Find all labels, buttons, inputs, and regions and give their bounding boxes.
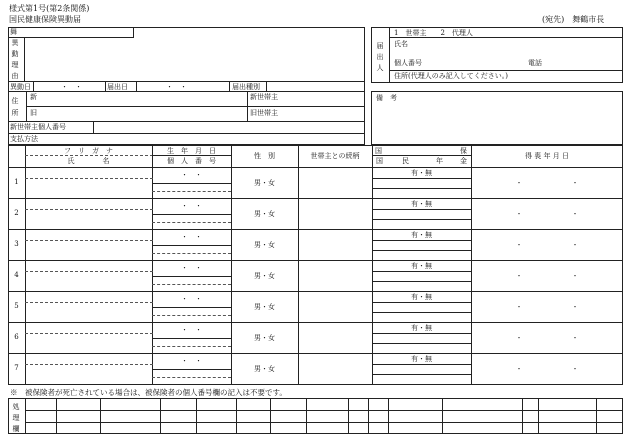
personal-number-field[interactable] bbox=[154, 339, 229, 352]
corner-label: 舞 bbox=[10, 28, 17, 36]
loss-date-header: 得 喪 年 月 日 bbox=[525, 152, 569, 160]
gender-select[interactable]: 男・女 bbox=[254, 241, 275, 249]
change-date-field[interactable]: ・ ・ bbox=[61, 83, 82, 91]
insurance-yes-no[interactable]: 有・無 bbox=[411, 324, 432, 332]
pension-field[interactable] bbox=[374, 375, 469, 383]
insurance-yes-no[interactable]: 有・無 bbox=[411, 293, 432, 301]
remarks-box[interactable] bbox=[371, 91, 623, 145]
insurance-yes-no[interactable]: 有・無 bbox=[411, 355, 432, 363]
notifier-number-label: 個人番号 bbox=[394, 59, 422, 67]
form-title: 国民健康保険異動届 bbox=[9, 15, 81, 24]
payment-label: 支払方法 bbox=[10, 135, 38, 143]
notification-date-label: 届出日 bbox=[107, 83, 128, 91]
personal-number-field[interactable] bbox=[154, 184, 229, 197]
row-number: 1 bbox=[14, 178, 19, 186]
insurance-yes-no[interactable]: 有・無 bbox=[411, 200, 432, 208]
row-number: 5 bbox=[14, 302, 19, 310]
pension-field[interactable] bbox=[374, 189, 469, 197]
loss-date-field[interactable]: ・ ・ bbox=[515, 272, 579, 280]
loss-date-field[interactable]: ・ ・ bbox=[515, 210, 579, 218]
notification-date-field[interactable]: ・ ・ bbox=[166, 83, 187, 91]
loss-date-field[interactable]: ・ ・ bbox=[515, 241, 579, 249]
furigana-field[interactable] bbox=[27, 293, 151, 301]
name-field[interactable] bbox=[27, 180, 151, 196]
birth-date-field[interactable]: ・ ・ bbox=[181, 295, 202, 303]
name-field[interactable] bbox=[27, 335, 151, 351]
name-header: 氏 名 bbox=[67, 157, 110, 165]
row-number: 3 bbox=[14, 240, 19, 248]
relation-field[interactable] bbox=[300, 231, 370, 258]
gender-select[interactable]: 男・女 bbox=[254, 334, 275, 342]
old-head-label: 旧世帯主 bbox=[250, 109, 278, 117]
new-head-label: 新世帯主 bbox=[250, 93, 278, 101]
insurance-yes-no[interactable]: 有・無 bbox=[411, 231, 432, 239]
footnote: ※ 被保険者が死亡されている場合は、被保険者の個人番号欄の記入は不要です。 bbox=[10, 388, 287, 397]
loss-date-field[interactable]: ・ ・ bbox=[515, 334, 579, 342]
personal-number-field[interactable] bbox=[154, 215, 229, 228]
pension-header: 国 民 年 金 bbox=[376, 157, 467, 165]
pension-field[interactable] bbox=[374, 220, 469, 228]
relation-header: 世帯主との続柄 bbox=[310, 152, 360, 160]
name-field[interactable] bbox=[27, 304, 151, 320]
notification-type-field[interactable] bbox=[267, 82, 364, 91]
notifier-side-label: 届 出 人 bbox=[376, 42, 384, 72]
personal-number-field[interactable] bbox=[154, 370, 229, 383]
notifier-name-label: 氏名 bbox=[394, 40, 408, 48]
furigana-field[interactable] bbox=[27, 355, 151, 363]
relation-field[interactable] bbox=[300, 355, 370, 382]
gender-select[interactable]: 男・女 bbox=[254, 303, 275, 311]
processing-label: 処 理 欄 bbox=[12, 403, 20, 433]
gender-select[interactable]: 男・女 bbox=[254, 210, 275, 218]
remarks-label: 備 考 bbox=[376, 94, 397, 102]
address-label: 住 所 bbox=[11, 97, 19, 117]
personal-number-field[interactable] bbox=[154, 246, 229, 259]
loss-date-field[interactable]: ・ ・ bbox=[515, 303, 579, 311]
row-number: 7 bbox=[14, 364, 19, 372]
birth-date-field[interactable]: ・ ・ bbox=[181, 233, 202, 241]
form-number: 様式第1号(第2条関係) bbox=[9, 4, 90, 13]
reason-label: 異 動 理 由 bbox=[11, 39, 19, 80]
birth-date-field[interactable]: ・ ・ bbox=[181, 264, 202, 272]
personal-number-field[interactable] bbox=[154, 308, 229, 321]
gender-select[interactable]: 男・女 bbox=[254, 179, 275, 187]
birth-date-field[interactable]: ・ ・ bbox=[181, 326, 202, 334]
row-number: 6 bbox=[14, 333, 19, 341]
new-address-label: 新 bbox=[30, 93, 37, 101]
birth-date-field[interactable]: ・ ・ bbox=[181, 171, 202, 179]
notification-type-label: 届出種別 bbox=[232, 83, 260, 91]
insurance-yes-no[interactable]: 有・無 bbox=[411, 262, 432, 270]
personal-number-field[interactable] bbox=[154, 277, 229, 290]
name-field[interactable] bbox=[27, 242, 151, 258]
name-field[interactable] bbox=[27, 366, 151, 382]
furigana-field[interactable] bbox=[27, 169, 151, 177]
furigana-field[interactable] bbox=[27, 324, 151, 332]
name-field[interactable] bbox=[27, 211, 151, 227]
birth-date-field[interactable]: ・ ・ bbox=[181, 357, 202, 365]
gender-header: 性 別 bbox=[254, 152, 275, 160]
birth-date-field[interactable]: ・ ・ bbox=[181, 202, 202, 210]
notifier-options[interactable]: 1 世帯主 2 代理人 bbox=[394, 29, 473, 37]
relation-field[interactable] bbox=[300, 200, 370, 227]
birth-header: 生 年 月 日 bbox=[167, 147, 216, 155]
gender-select[interactable]: 男・女 bbox=[254, 365, 275, 373]
insurance-yes-no[interactable]: 有・無 bbox=[411, 169, 432, 177]
row-number: 4 bbox=[14, 271, 19, 279]
relation-field[interactable] bbox=[300, 293, 370, 320]
old-address-label: 旧 bbox=[30, 109, 37, 117]
insurance-header-right: 保 bbox=[460, 147, 467, 155]
row-number: 2 bbox=[14, 209, 19, 217]
reason-field[interactable] bbox=[26, 39, 360, 79]
relation-field[interactable] bbox=[300, 169, 370, 196]
gender-select[interactable]: 男・女 bbox=[254, 272, 275, 280]
furigana-field[interactable] bbox=[27, 262, 151, 270]
insurance-header-left: 国 bbox=[375, 147, 382, 155]
loss-date-field[interactable]: ・ ・ bbox=[515, 365, 579, 373]
relation-field[interactable] bbox=[300, 324, 370, 351]
relation-field[interactable] bbox=[300, 262, 370, 289]
loss-date-field[interactable]: ・ ・ bbox=[515, 179, 579, 187]
change-date-label: 異動日 bbox=[10, 83, 31, 91]
personal-number-header: 個 人 番 号 bbox=[167, 157, 216, 165]
new-head-number-label: 新世帯主個人番号 bbox=[10, 123, 66, 131]
pension-field[interactable] bbox=[374, 344, 469, 352]
furigana-field[interactable] bbox=[27, 200, 151, 208]
addressee: (宛先) 舞鶴市長 bbox=[542, 15, 605, 24]
furigana-field[interactable] bbox=[27, 231, 151, 239]
pension-field[interactable] bbox=[374, 282, 469, 290]
pension-field[interactable] bbox=[374, 313, 469, 321]
notifier-phone-label: 電話 bbox=[528, 59, 542, 67]
furigana-header: フ リ ガ ナ bbox=[64, 147, 113, 155]
pension-field[interactable] bbox=[374, 251, 469, 259]
notifier-address-note: 住所(代理人のみ記入してください。) bbox=[394, 72, 508, 80]
name-field[interactable] bbox=[27, 273, 151, 289]
